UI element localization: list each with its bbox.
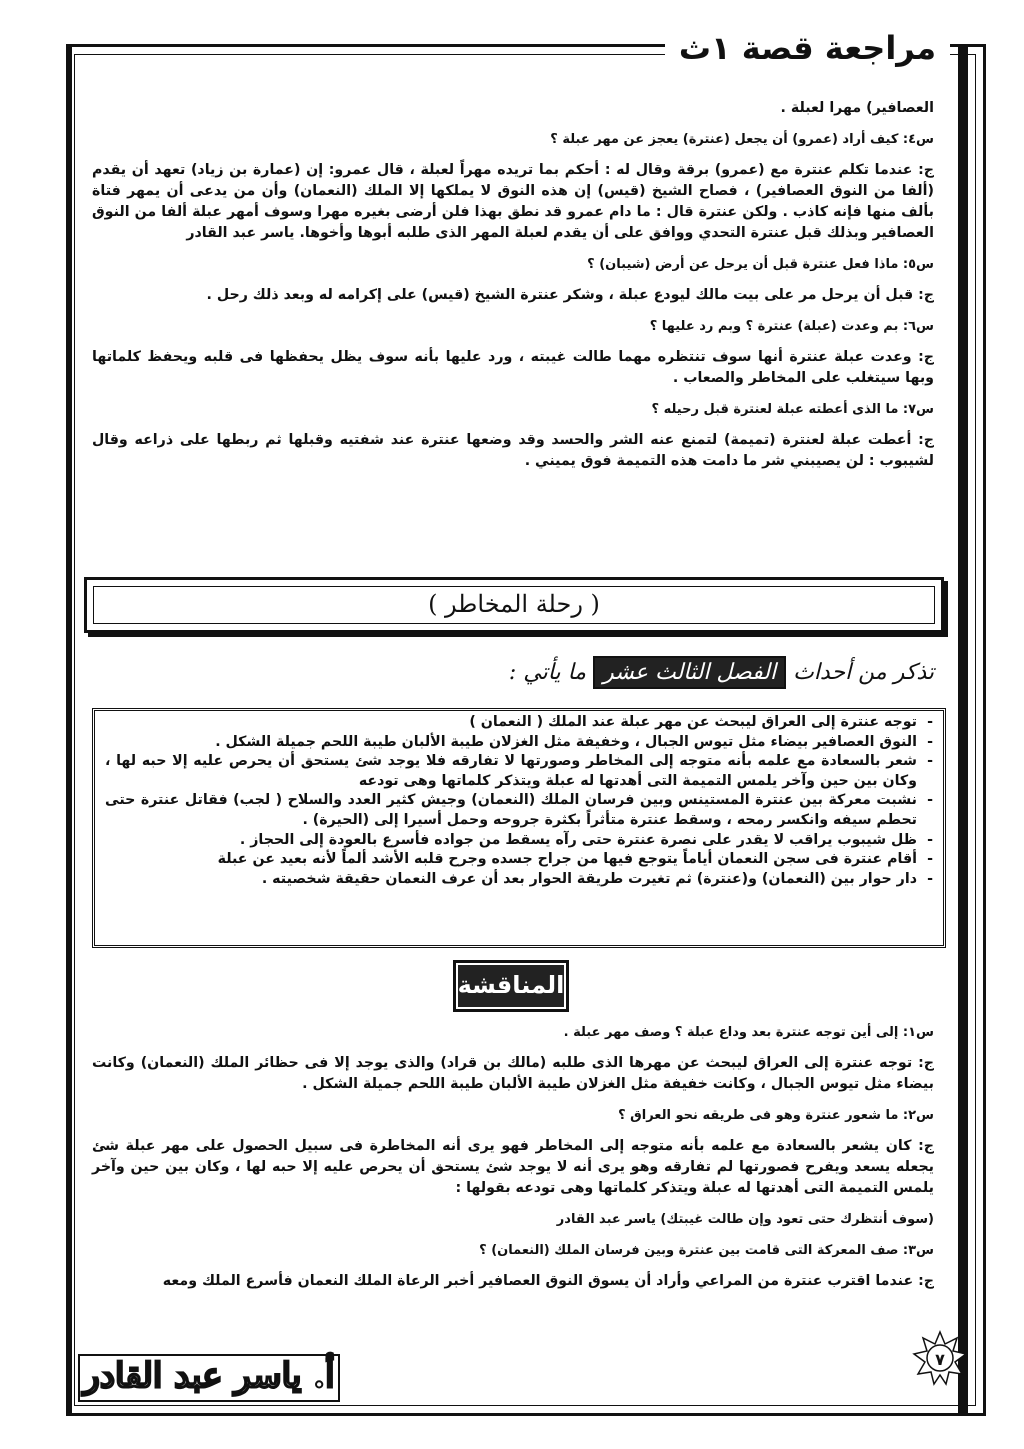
page-number-badge <box>912 1330 968 1386</box>
list-item: - نشبت معركة بين عنترة المستينس وبين فرسان الملك (النعمان) وجيش كثير العدد والسلاح ( لجب) فقاتل عنترة حتى تحطم سيفه وانكسر رمحه ، وسقط عنترة متأثراً بكثرة جروحه وحمل أسيرا إلى (الحيرة) . <box>105 791 933 830</box>
list-item: - أقام عنترة فى سجن النعمان أياماً يتوجع فيها من جراح جسده وجرح قلبه الأشد ألماً لأنه بعيد عن عبلة <box>105 850 933 870</box>
question-text: س٢: ما شعور عنترة وهو فى طريقه نحو العراق ؟ <box>618 1108 934 1123</box>
section-2 <box>92 1022 934 1292</box>
question-text: س٦: بم وعدت (عبلة) عنترة ؟ وبم رد عليها ؟ <box>649 319 934 334</box>
question-text: س٥: ماذا فعل عنترة قبل أن يرحل عن أرض (شيبان) ؟ <box>587 257 934 272</box>
events-box <box>92 708 946 948</box>
section-1 <box>92 98 934 472</box>
list-item: - النوق العصافير بيضاء مثل تيوس الجبال ، وخفيفة مثل الغزلان طيبة الألبان طيبة اللحم جميلة الشكل . <box>105 733 933 753</box>
page-number: ٧ <box>935 1350 945 1369</box>
question-text: س٤: كيف أراد (عمرو) أن يجعل (عنترة) يعجز عن مهر عبلة ؟ <box>550 132 934 147</box>
author-signature: أ. ياسر عبد القادر <box>78 1354 340 1402</box>
page-title: مراجعة قصة ١ث <box>665 26 950 70</box>
answer-text: ج: عندما تكلم عنترة مع (عمرو) برقة وقال له : أحكم بما تريده مهراً لعبلة ، قال عمرو: إن (عمارة بن زياد) تعهد أن يقدم (ألفا من النوق العصافير) ، فصاح الشيخ (قيس) إن هذه النوق لا يملكها إلا الملك (النعمان) وأن من يدعى أن يمهر فتاة بألف منها فإنه كاذب . ولكن عنترة قال : ما دام عمرو قد نطق بهذا فلن أرضى بغيره مهرا وسوف أمهر عبلة ألفا من النوق العصافير وبذلك قبل عنترة التحدي ووافق على أن يقدم لعبلة المهر الذى طلبه أبوها وأخوها. ياسر عبد القادر <box>92 162 934 241</box>
answer-text: العصافير) مهرا لعبلة . <box>780 100 934 116</box>
answer-text: ج: توجه عنترة إلى العراق ليبحث عن مهرها الذى طلبه (مالك بن قراد) والذى يوجد إلا فى حظائر الملك (النعمان) وكانت بيضاء مثل تيوس الجبال ، وكانت خفيفة مثل الغزلان طيبة الألبان طيبة اللحم جميلة الشكل . <box>92 1055 934 1092</box>
chapter-title: ( رحلة المخاطر ) <box>93 586 935 624</box>
list-item: - ظل شيبوب يراقب لا يقدر على نصرة عنترة حتى رآه يسقط من جواده فأسرع بالعودة إلى الحجاز . <box>105 831 933 851</box>
chapter-highlight: الفصل الثالث عشر <box>593 656 786 689</box>
question-text: س١: إلى أين توجه عنترة بعد وداع عبلة ؟ وصف مهر عبلة . <box>563 1025 934 1040</box>
quote-text: (سوف أنتظرك حتى تعود وإن طالت غيبتك) ياسر عبد القادر <box>556 1212 934 1227</box>
frame-left-bar <box>66 44 72 1416</box>
answer-text: ج: أعطت عبلة لعنترة (تميمة) لتمنع عنه الشر والحسد وقد وضعها عنترة عند شفتيه وقبلها ثم ربطها على ذراعه وقال لشيبوب : لن يصيبني شر ما دامت هذه التميمة فوق يميني . <box>92 432 934 469</box>
answer-text: ج: وعدت عبلة عنترة أنها سوف تنتظره مهما طالت غيبته ، ورد عليها بأنه سوف يظل يحفظها فى قلبه ويحفظ كلماتها وبها سيتغلب على المخاطر والصعاب . <box>92 349 934 386</box>
answer-text: ج: كان يشعر بالسعادة مع علمه بأنه متوجه إلى المخاطر فهو يرى أنه المخاطرة فى سبيل الحصول على مهر عبلة شئ يجعله يسعد ويفرح فصورتها لم تفارقه وهو يرى أنه لا يوجد شئ يستحق أن يحرص عليه إلا حبه لها ، وكان بين حين وآخر يلمس التميمة التى أهدتها له عبلة ويتذكر كلماتها وهى تودعه بقولها : <box>92 1138 934 1196</box>
remember-heading: تذكر من أحداث الفصل الثالث عشر ما يأتي : <box>509 652 934 694</box>
question-text: س٣: صف المعركة التى قامت بين عنترة وبين فرسان الملك (النعمان) ؟ <box>479 1243 934 1258</box>
list-item: - توجه عنترة إلى العراق ليبحث عن مهر عبلة عند الملك ( النعمان ) <box>105 713 933 733</box>
chapter-title-box <box>84 577 944 633</box>
list-item: - شعر بالسعادة مع علمه بأنه متوجه إلى المخاطر وصورتها لا تفارقه فلا يوجد شئ يستحق أن يحرص عليه إلا حبه لها ، وكان بين حين وآخر يلمس التميمة التى أهدتها له عبلة ويتذكر كلماتها وهى تودعه <box>105 752 933 791</box>
answer-text: ج: عندما اقترب عنترة من المراعي وأراد أن يسوق النوق العصافير أخبر الرعاة الملك النعمان فأسرع الملك ومعه <box>162 1273 934 1289</box>
list-item: - دار حوار بين (النعمان) و(عنترة) ثم تغيرت طريقة الحوار بعد أن عرف النعمان حقيقة شخصيته . <box>105 870 933 890</box>
answer-text: ج: قبل أن يرحل مر على بيت مالك ليودع عبلة ، وشكر عنترة الشيخ (قيس) على إكرامه له وبعد ذلك رحل . <box>206 287 934 303</box>
question-text: س٧: ما الذى أعطته عبلة لعنترة قبل رحيله ؟ <box>651 402 934 417</box>
events-list <box>105 713 933 889</box>
discussion-heading: المناقشة <box>453 960 569 1012</box>
